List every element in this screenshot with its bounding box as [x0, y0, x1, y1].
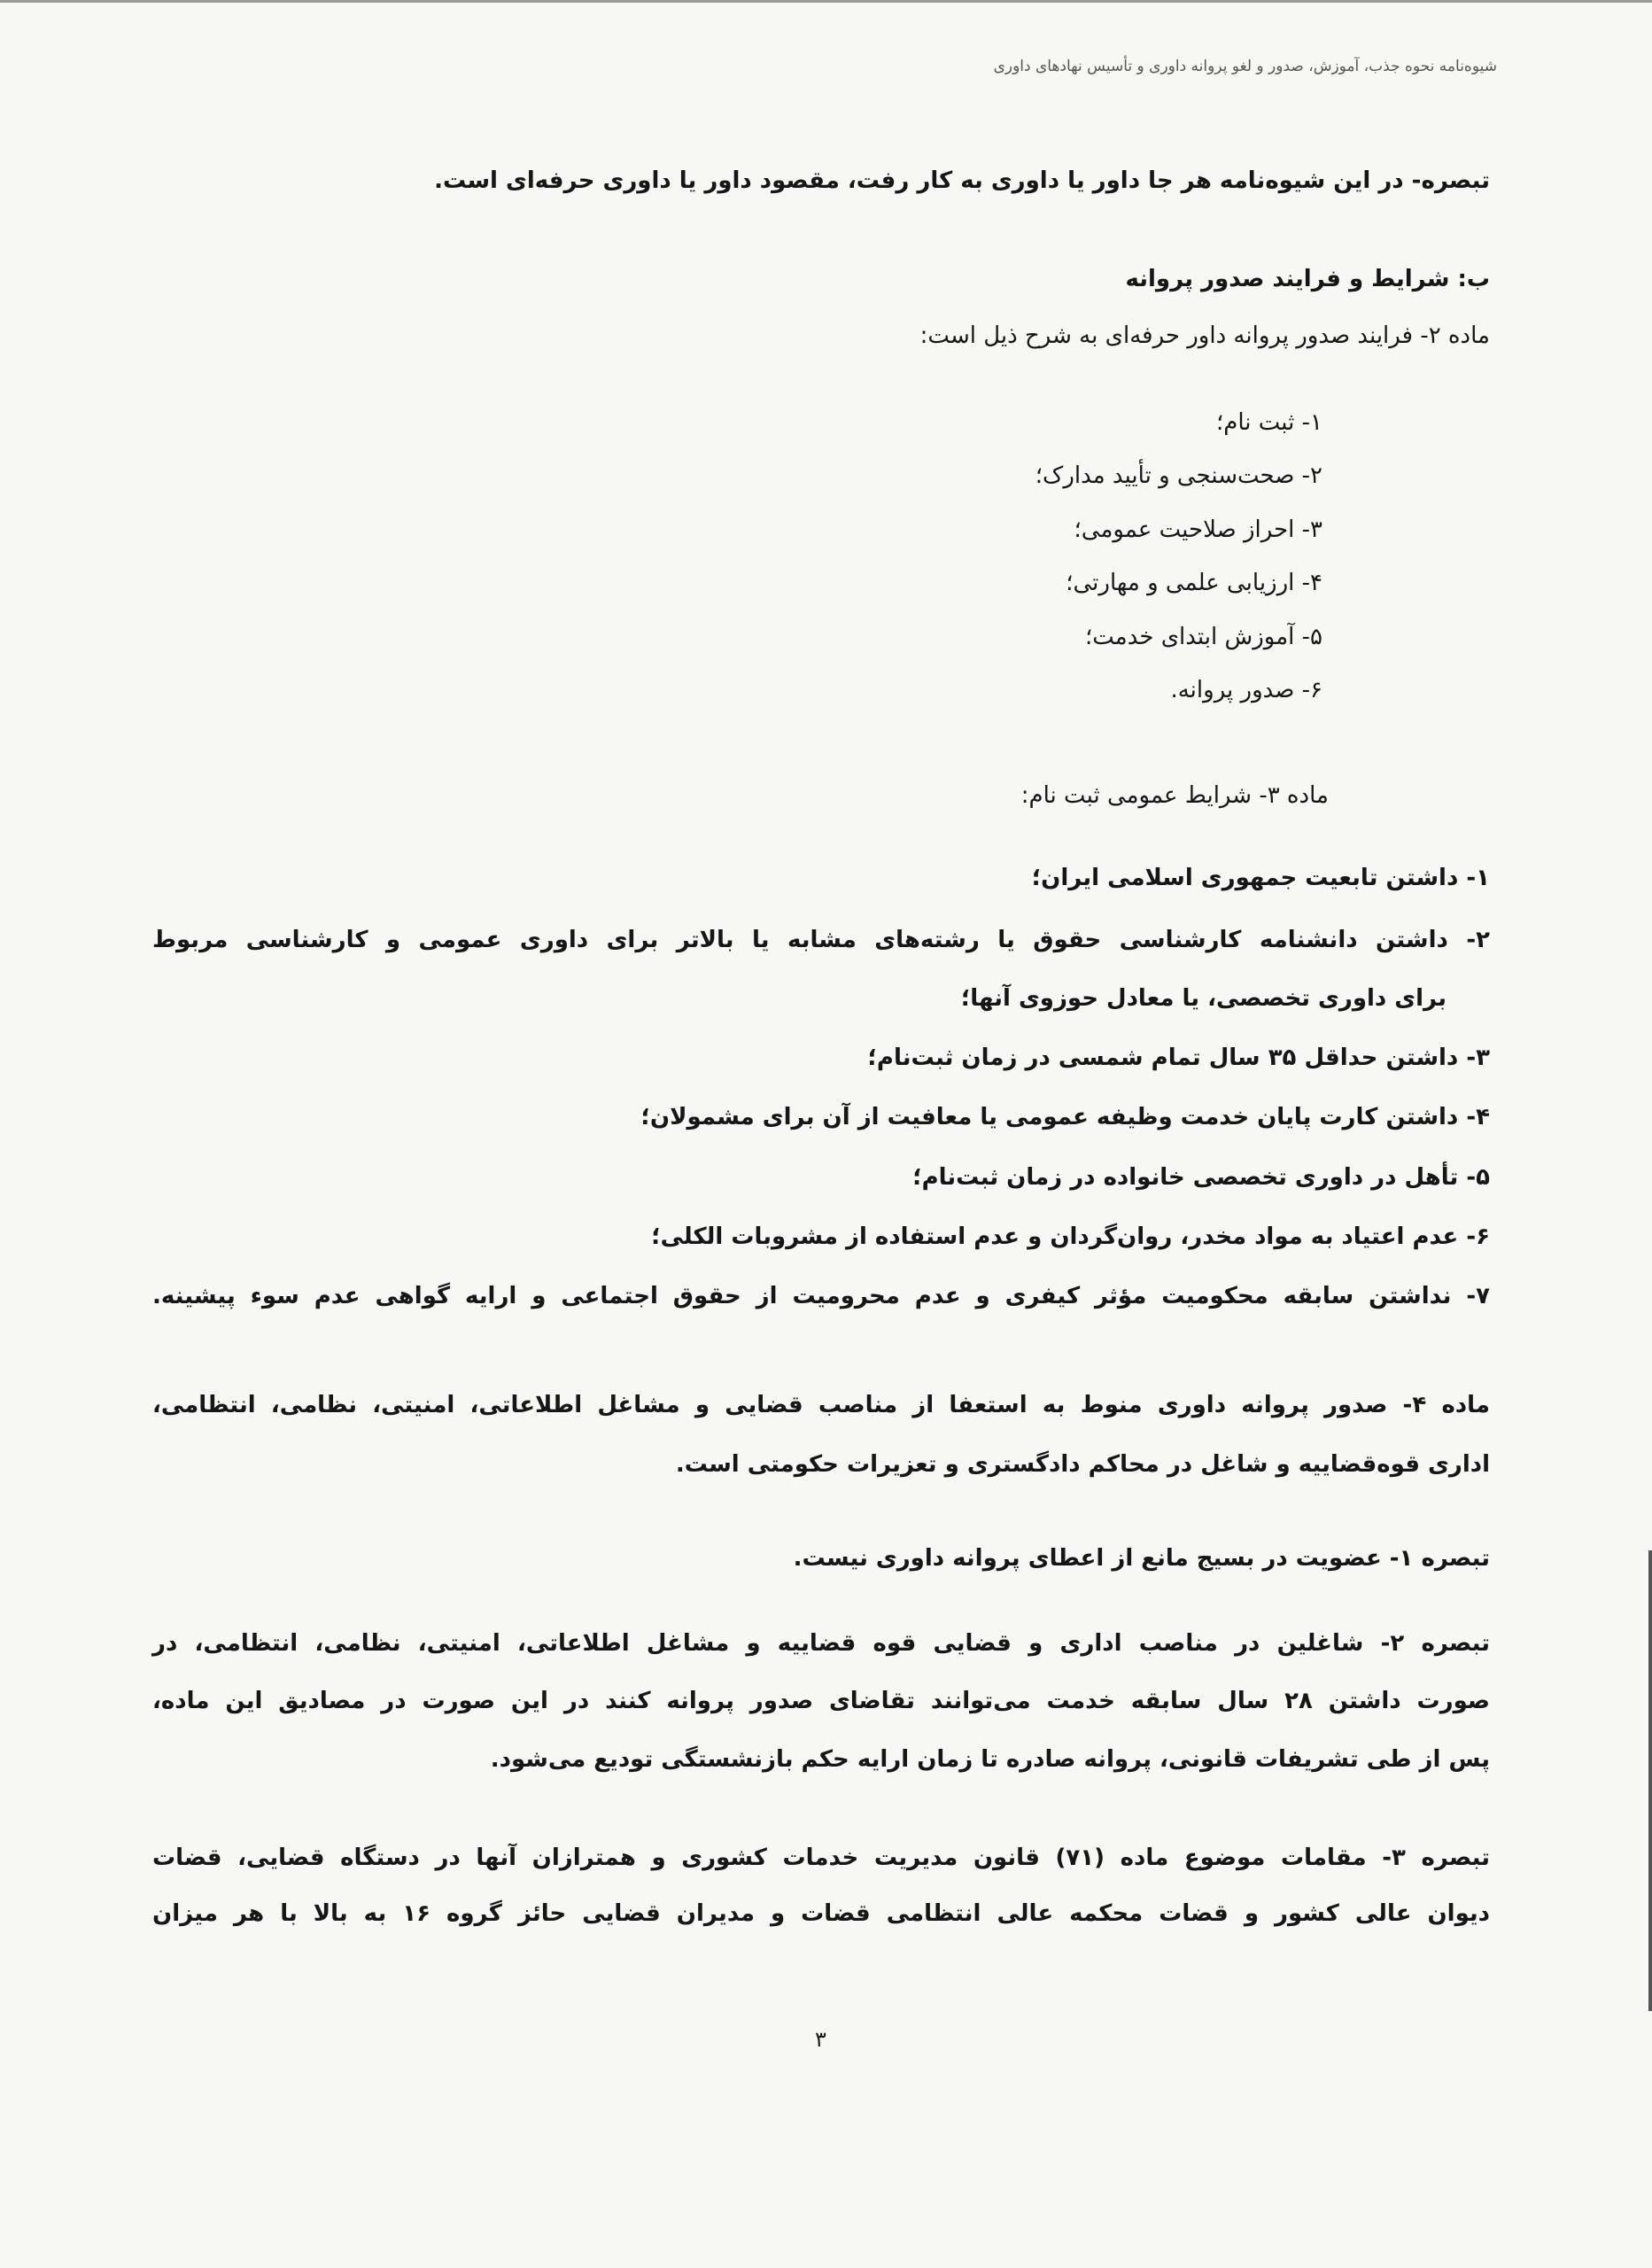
scan-right-edge [1648, 1550, 1652, 2011]
running-header: شیوه‌نامه نحوه جذب، آموزش، صدور و لغو پروانه داوری و تأسیس نهادهای داوری [993, 58, 1497, 75]
step-item: ۴- ارزیابی علمی و مهارتی؛ [1066, 570, 1322, 596]
note-1: تبصره ۱- عضویت در بسیج مانع از اعطای پروانه داوری نیست. [793, 1545, 1490, 1572]
step-item: ۵- آموزش ابتدای خدمت؛ [1085, 624, 1322, 650]
section-title: ب: شرایط و فرایند صدور پروانه [1125, 266, 1490, 292]
note-2-line: صورت داشتن ۲۸ سال سابقه خدمت می‌توانند تقاضای صدور پروانه کنند در این صورت در مصادیق این ماده، [152, 1688, 1490, 1714]
step-item: ۶- صدور پروانه. [1170, 677, 1322, 703]
article-3-intro: ماده ۳- شرایط عمومی ثبت نام: [1020, 782, 1329, 809]
step-item: ۲- صحت‌سنجی و تأیید مدارک؛ [1035, 462, 1322, 489]
step-item: ۳- احراز صلاحیت عمومی؛ [1074, 517, 1322, 543]
note-2-line: تبصره ۲- شاغلین در مناصب اداری و قضایی قوه قضاییه و مشاغل اطلاعاتی، امنیتی، نظامی، انتظامی، در [152, 1630, 1490, 1657]
definition-note: تبصره- در این شیوه‌نامه هر جا داور یا داوری به کار رفت، مقصود داور یا داوری حرفه‌ای است. [434, 167, 1490, 194]
note-3-line: دیوان عالی کشور و قضات محکمه عالی انتظامی قضات و مدیران قضایی حائز گروه ۱۶ به بالا با هر میزان [152, 1900, 1490, 1927]
condition-item: ۵- تأهل در داوری تخصصی خانواده در زمان ثبت‌نام؛ [912, 1164, 1490, 1191]
condition-item: ۱- داشتن تابعیت جمهوری اسلامی ایران؛ [1031, 865, 1490, 891]
article-4-text: ماده ۴- صدور پروانه داوری منوط به استعفا از مناصب قضایی و مشاغل اطلاعاتی، امنیتی، نظامی، انتظامی، [152, 1392, 1490, 1418]
condition-item: ۶- عدم اعتیاد به مواد مخدر، روان‌گردان و عدم استفاده از مشروبات الکلی؛ [651, 1223, 1490, 1250]
article-4-text: اداری قوه‌قضاییه و شاغل در محاکم دادگستری و تعزیرات حکومتی است. [675, 1451, 1490, 1478]
condition-item: ۴- داشتن کارت پایان خدمت وظیفه عمومی یا معافیت از آن برای مشمولان؛ [640, 1104, 1490, 1130]
note-2-line: پس از طی تشریفات قانونی، پروانه صادره تا زمان ارایه حکم بازنشستگی تودیع می‌شود. [490, 1746, 1490, 1773]
step-item: ۱- ثبت نام؛ [1215, 409, 1322, 436]
condition-item: ۷- نداشتن سابقه محکومیت مؤثر کیفری و عدم محرومیت از حقوق اجتماعی و ارایه گواهی عدم سوء پیشینه. [152, 1283, 1490, 1309]
note-3-line: تبصره ۳- مقامات موضوع ماده (۷۱) قانون مدیریت خدمات کشوری و همترازان آنها در دستگاه قضایی، قضات [152, 1845, 1491, 1871]
article-2-intro: ماده ۲- فرایند صدور پروانه داور حرفه‌ای به شرح ذیل است: [919, 322, 1490, 349]
condition-item: ۲- داشتن دانشنامه کارشناسی حقوق یا رشته‌های مشابه یا بالاتر برای داوری عمومی و کارشناسی مربوط [152, 927, 1490, 953]
scan-top-edge [0, 0, 1652, 3]
condition-item: ۳- داشتن حداقل ۳۵ سال تمام شمسی در زمان ثبت‌نام؛ [867, 1045, 1490, 1071]
condition-item-continuation: برای داوری تخصصی، یا معادل حوزوی آنها؛ [960, 985, 1446, 1012]
page-number: ۳ [815, 2027, 826, 2052]
